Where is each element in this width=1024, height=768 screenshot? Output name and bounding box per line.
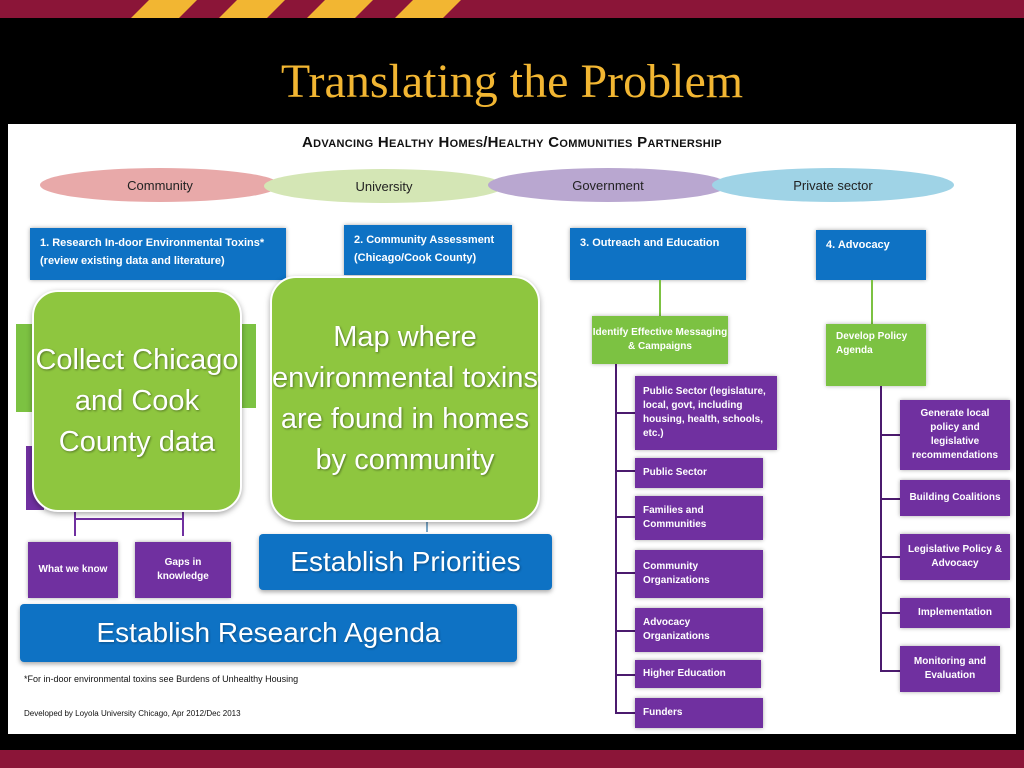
partner-university: University: [264, 169, 504, 203]
outreach-messaging-box: Identify Effective Messaging & Campaigns: [592, 316, 728, 364]
top-accent-bar: [0, 0, 1024, 18]
slide-title: Translating the Problem: [280, 55, 744, 108]
advocacy-trunk-line: [880, 386, 882, 670]
connector: [615, 630, 635, 632]
connector: [615, 572, 635, 574]
partner-government: Government: [488, 168, 728, 202]
advocacy-item: Monitoring and Evaluation: [900, 646, 1000, 692]
connector: [74, 510, 76, 536]
establish-priorities-callout: Establish Priorities: [259, 534, 552, 590]
connector: [74, 518, 184, 520]
map-toxins-callout: Map where environmental toxins are found in homes by community: [270, 276, 540, 522]
outreach-item: Funders: [635, 698, 763, 728]
connector: [880, 556, 900, 558]
connector: [880, 498, 900, 500]
outreach-item: Advocacy Organizations: [635, 608, 763, 652]
connector: [182, 510, 184, 536]
outreach-item: Public Sector: [635, 458, 763, 488]
outreach-item: Community Organizations: [635, 550, 763, 598]
connector: [615, 674, 635, 676]
outreach-trunk-line: [615, 364, 617, 714]
partner-private-sector: Private sector: [712, 168, 954, 202]
footnote: *For in-door environmental toxins see Burdens of Unhealthy Housing: [24, 674, 299, 684]
advocacy-policy-box: Develop Policy Agenda: [826, 324, 926, 386]
connector: [615, 712, 635, 714]
outreach-item: Public Sector (legislature, local, govt, including housing, health, schools, etc.): [635, 376, 777, 450]
advocacy-item: Generate local policy and legislative recommendations: [900, 400, 1010, 470]
pillar-advocacy: 4. Advocacy: [816, 230, 926, 280]
connector: [880, 670, 900, 672]
research-substep-stub-right: [240, 324, 256, 408]
connector: [871, 280, 873, 324]
pillar-outreach: 3. Outreach and Education: [570, 228, 746, 280]
what-we-know-box: What we know: [28, 542, 118, 598]
pillar-research: 1. Research In-door Environmental Toxins* (review existing data and literature): [30, 228, 286, 280]
credit-note: Developed by Loyola University Chicago, Apr 2012/Dec 2013: [24, 709, 241, 718]
outreach-item: Families and Communities: [635, 496, 763, 540]
advocacy-item: Building Coalitions: [900, 480, 1010, 516]
bottom-accent-bar: [0, 750, 1024, 768]
connector: [880, 434, 900, 436]
connector: [615, 516, 635, 518]
outreach-item: Higher Education: [635, 660, 761, 688]
establish-research-agenda-callout: Establish Research Agenda: [20, 604, 517, 662]
diagram-title: Advancing Healthy Homes/Healthy Communities Partnership: [302, 134, 722, 151]
advocacy-item: Legislative Policy & Advocacy: [900, 534, 1010, 580]
collect-data-callout: Collect Chicago and Cook County data: [32, 290, 242, 512]
connector: [880, 612, 900, 614]
connector: [659, 280, 661, 316]
connector: [615, 470, 635, 472]
advocacy-item: Implementation: [900, 598, 1010, 628]
gaps-in-knowledge-box: Gaps in knowledge: [135, 542, 231, 598]
partner-community: Community: [40, 168, 280, 202]
connector: [615, 412, 635, 414]
pillar-assessment: 2. Community Assessment (Chicago/Cook County): [344, 225, 512, 275]
connector: [426, 522, 428, 532]
